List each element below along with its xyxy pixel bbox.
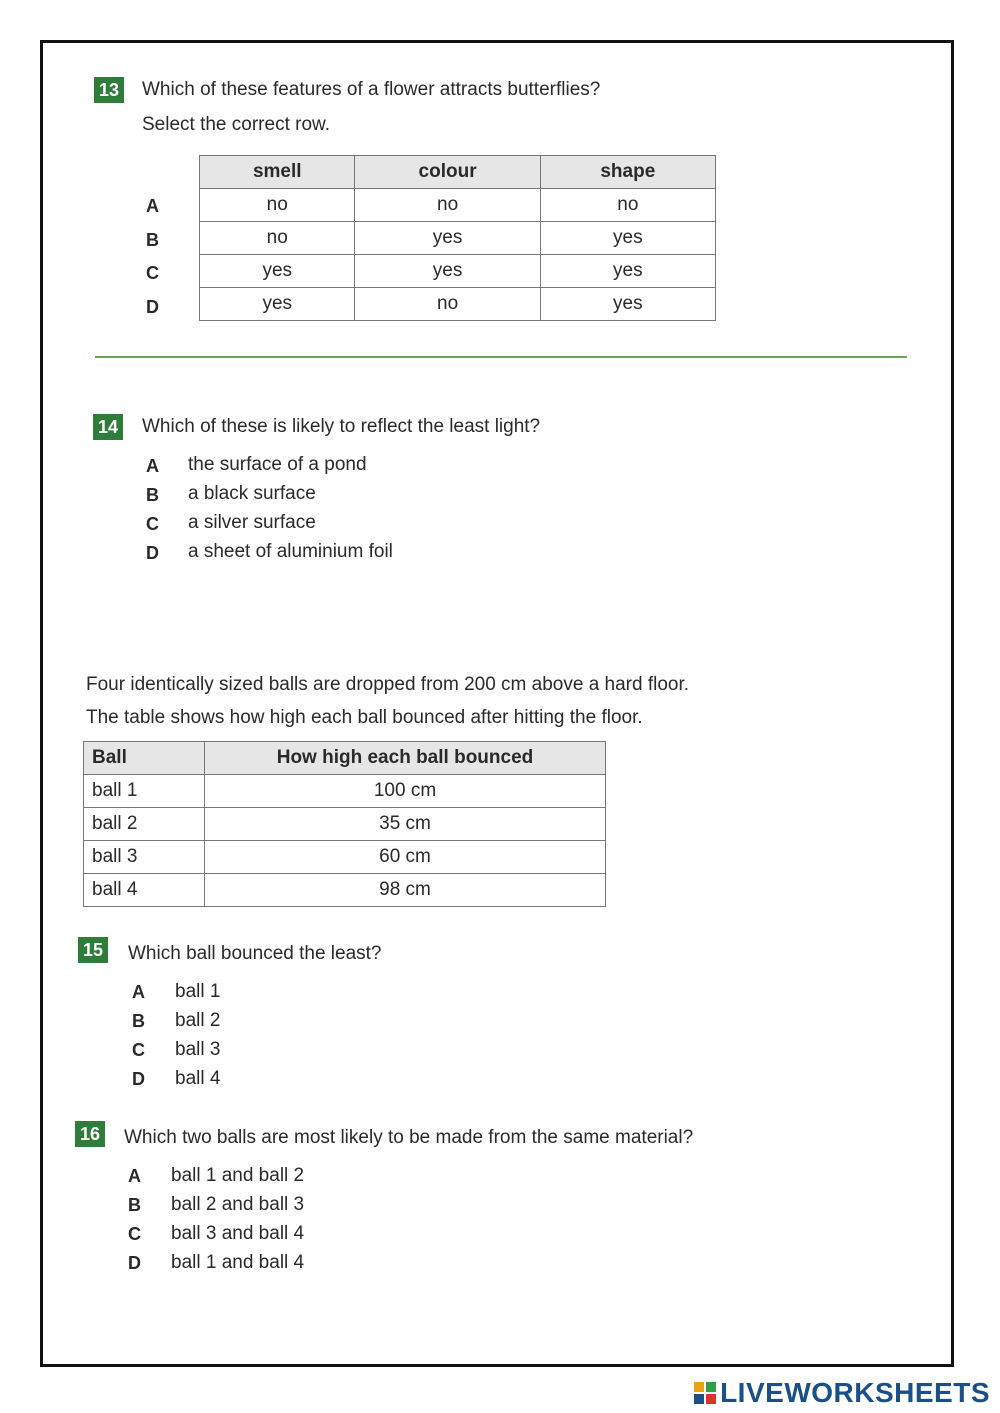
- option-letter[interactable]: A: [146, 456, 159, 476]
- table-cell: ball 3: [84, 841, 205, 874]
- table-header: Ball: [84, 742, 205, 775]
- question-13-number: 13: [94, 77, 124, 103]
- table-cell: 100 cm: [205, 775, 606, 808]
- option-letter[interactable]: B: [146, 485, 159, 505]
- question-14-number: 14: [93, 414, 123, 440]
- table-header: How high each ball bounced: [205, 742, 606, 775]
- table-header-row: [200, 156, 716, 189]
- option-text[interactable]: ball 3 and ball 4: [171, 1223, 305, 1244]
- option-text[interactable]: ball 3: [175, 1039, 221, 1060]
- section-divider: [95, 356, 907, 358]
- option-text[interactable]: a silver surface: [188, 512, 316, 533]
- q13-row-label[interactable]: A: [146, 196, 159, 216]
- option-letter[interactable]: B: [132, 1011, 145, 1031]
- brand-name: LIVEWORKSHEETS: [720, 1377, 990, 1408]
- ball-intro-line-2: The table shows how high each ball bounced after hitting the floor.: [86, 707, 643, 728]
- table-cell: 60 cm: [205, 841, 606, 874]
- option-letter[interactable]: C: [128, 1224, 141, 1244]
- option-letter[interactable]: C: [132, 1040, 145, 1060]
- option-letter[interactable]: B: [128, 1195, 141, 1215]
- question-15-text: Which ball bounced the least?: [128, 943, 382, 964]
- option-letter[interactable]: A: [128, 1166, 141, 1186]
- table-cell: yes: [200, 288, 355, 321]
- option-letter[interactable]: C: [146, 514, 159, 534]
- table-row: [84, 775, 606, 808]
- table-cell: yes: [540, 255, 715, 288]
- question-14-text: Which of these is likely to reflect the least light?: [142, 416, 541, 437]
- option-text[interactable]: ball 1: [175, 981, 221, 1002]
- option-text[interactable]: ball 1 and ball 2: [171, 1165, 305, 1186]
- table-row: [84, 874, 606, 907]
- q13-row-label[interactable]: B: [146, 229, 159, 250]
- ball-table: [83, 741, 606, 907]
- table-cell: 35 cm: [205, 808, 606, 841]
- table-cell: ball 1: [84, 775, 205, 808]
- question-16-number: 16: [75, 1121, 105, 1147]
- table-cell: no: [540, 189, 715, 222]
- option-text[interactable]: a black surface: [188, 483, 316, 504]
- option-text[interactable]: ball 4: [175, 1068, 221, 1089]
- question-16-text: Which two balls are most likely to be made from the same material?: [124, 1127, 694, 1148]
- table-cell: yes: [540, 222, 715, 255]
- option-text[interactable]: ball 2 and ball 3: [171, 1194, 305, 1215]
- table-row: [84, 808, 606, 841]
- question-13-text: Which of these features of a flower attracts butterflies?: [142, 79, 601, 100]
- table-row[interactable]: [200, 189, 716, 222]
- q13-row-label[interactable]: C: [146, 263, 159, 283]
- q13-row-label[interactable]: D: [146, 296, 159, 317]
- table-cell: no: [355, 288, 540, 321]
- option-text[interactable]: a sheet of aluminium foil: [188, 541, 393, 562]
- option-letter[interactable]: D: [132, 1069, 145, 1089]
- option-text[interactable]: ball 2: [175, 1010, 221, 1031]
- table-cell: ball 4: [84, 874, 205, 907]
- option-letter[interactable]: D: [146, 543, 159, 563]
- table-cell: ball 2: [84, 808, 205, 841]
- table-cell: 98 cm: [205, 874, 606, 907]
- q13-table: [199, 155, 716, 321]
- table-row: [84, 841, 606, 874]
- option-letter[interactable]: D: [128, 1253, 141, 1273]
- liveworksheets-logo[interactable]: [694, 1377, 990, 1409]
- table-header: shape: [540, 156, 715, 189]
- ball-intro-line-1: Four identically sized balls are dropped from 200 cm above a hard floor.: [86, 674, 690, 695]
- q13-row-labels: [146, 190, 159, 324]
- table-header-row: [84, 742, 606, 775]
- question-13-instruction: Select the correct row.: [142, 114, 330, 135]
- option-text[interactable]: the surface of a pond: [188, 454, 367, 475]
- option-text[interactable]: ball 1 and ball 4: [171, 1252, 305, 1273]
- table-cell: no: [355, 189, 540, 222]
- option-letter[interactable]: A: [132, 982, 145, 1002]
- table-cell: no: [200, 222, 355, 255]
- table-header: colour: [355, 156, 540, 189]
- table-cell: yes: [200, 255, 355, 288]
- liveworksheets-logo-icon: [694, 1382, 716, 1404]
- table-cell: no: [200, 189, 355, 222]
- table-cell: yes: [355, 222, 540, 255]
- question-15-number: 15: [78, 937, 108, 963]
- table-row[interactable]: [200, 288, 716, 321]
- table-cell: yes: [355, 255, 540, 288]
- table-row[interactable]: [200, 255, 716, 288]
- table-row[interactable]: [200, 222, 716, 255]
- table-cell: yes: [540, 288, 715, 321]
- table-header: smell: [200, 156, 355, 189]
